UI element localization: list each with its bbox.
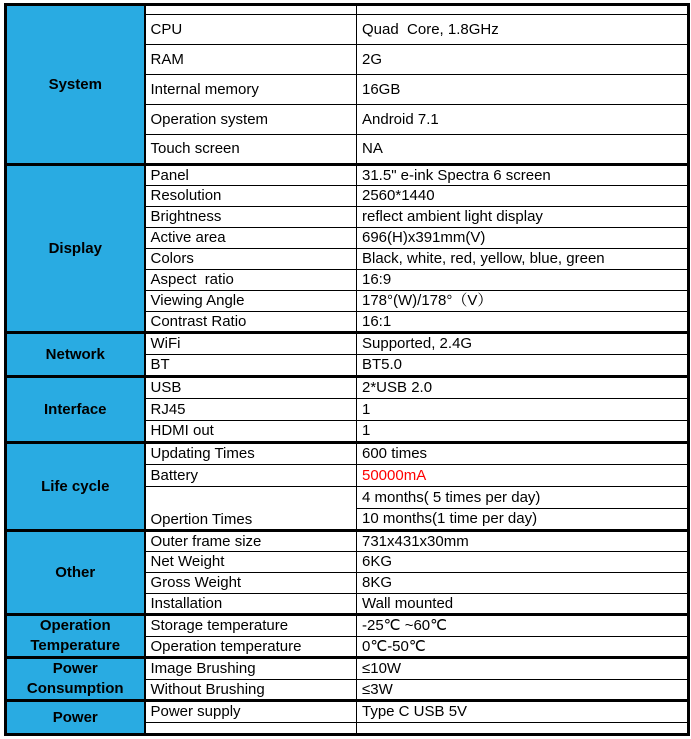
spec-name-battery: Battery — [145, 465, 357, 487]
table-row — [6, 615, 689, 637]
spec-value-usb: 2*USB 2.0 — [357, 377, 689, 399]
spec-value-gross-weight: 8KG — [357, 573, 689, 594]
spec-value-hdmi-out: 1 — [357, 421, 689, 443]
spec-name-without-brushing: Without Brushing — [145, 679, 357, 701]
spec-name-outer-frame-size: Outer frame size — [145, 531, 357, 552]
spec-value-panel: 31.5" e-ink Spectra 6 screen — [357, 165, 689, 186]
filler-name-cell — [145, 5, 357, 15]
spec-value-aspect-ratio: 16:9 — [357, 270, 689, 291]
table-row-filler — [6, 5, 689, 15]
category-cell-other: Other — [6, 531, 145, 615]
spec-name-brightness: Brightness — [145, 207, 357, 228]
category-cell-system: System — [6, 5, 145, 165]
spec-name-touch-screen: Touch screen — [145, 135, 357, 165]
category-cell-operation-temperature: Operation Temperature — [6, 615, 145, 658]
spec-value-active-area: 696(H)x391mm(V) — [357, 228, 689, 249]
spec-value-rj45: 1 — [357, 399, 689, 421]
spec-name-hdmi-out: HDMI out — [145, 421, 357, 443]
spec-value-touch-screen: NA — [357, 135, 689, 165]
spec-name-internal-memory: Internal memory — [145, 75, 357, 105]
table-row — [6, 165, 689, 186]
category-cell-interface: Interface — [6, 377, 145, 443]
category-cell-network: Network — [6, 333, 145, 377]
spec-name-opertion-times: Opertion Times — [145, 487, 357, 531]
spec-name-aspect-ratio: Aspect ratio — [145, 270, 357, 291]
spec-value-brightness: reflect ambient light display — [357, 207, 689, 228]
spec-name-viewing-angle: Viewing Angle — [145, 291, 357, 312]
spec-name-colors: Colors — [145, 249, 357, 270]
spec-name-wifi: WiFi — [145, 333, 357, 355]
spec-value-opertion-times-2: 10 months(1 time per day) — [357, 509, 689, 531]
spec-value-operation-system: Android 7.1 — [357, 105, 689, 135]
table-row — [6, 333, 689, 355]
spec-name-rj45: RJ45 — [145, 399, 357, 421]
spec-value-power-supply: Type C USB 5V — [357, 701, 689, 723]
table-row — [6, 531, 689, 552]
spec-name-installation: Installation — [145, 594, 357, 615]
spec-name-power-supply: Power supply — [145, 701, 357, 723]
spec-name-operation-temperature: Operation temperature — [145, 636, 357, 658]
spec-value-cpu: Quad Core, 1.8GHz — [357, 15, 689, 45]
spec-value-updating-times: 600 times — [357, 443, 689, 465]
spec-value-contrast-ratio: 16:1 — [357, 312, 689, 333]
spec-value-resolution: 2560*1440 — [357, 186, 689, 207]
spec-name-image-brushing: Image Brushing — [145, 658, 357, 680]
partial-value-cell — [357, 723, 689, 735]
spec-value-outer-frame-size: 731x431x30mm — [357, 531, 689, 552]
spec-value-image-brushing: ≤10W — [357, 658, 689, 680]
category-cell-power-consumption: Power Consumption — [6, 658, 145, 701]
spec-name-updating-times: Updating Times — [145, 443, 357, 465]
spec-name-resolution: Resolution — [145, 186, 357, 207]
spec-name-active-area: Active area — [145, 228, 357, 249]
spec-value-opertion-times-1: 4 months( 5 times per day) — [357, 487, 689, 509]
filler-value-cell — [357, 5, 689, 15]
spec-table — [4, 3, 690, 736]
spec-name-panel: Panel — [145, 165, 357, 186]
spec-name-ram: RAM — [145, 45, 357, 75]
table-row — [6, 701, 689, 723]
spec-value-viewing-angle: 178°(W)/178°（V） — [357, 291, 689, 312]
spec-value-colors: Black, white, red, yellow, blue, green — [357, 249, 689, 270]
spec-value-wifi: Supported, 2.4G — [357, 333, 689, 355]
spec-value-bt: BT5.0 — [357, 355, 689, 377]
spec-name-operation-system: Operation system — [145, 105, 357, 135]
table-row — [6, 377, 689, 399]
table-row — [6, 658, 689, 680]
spec-value-installation: Wall mounted — [357, 594, 689, 615]
spec-name-cpu: CPU — [145, 15, 357, 45]
spec-value-net-weight: 6KG — [357, 552, 689, 573]
spec-value-without-brushing: ≤3W — [357, 679, 689, 701]
spec-value-storage-temperature: -25℃ ~60℃ — [357, 615, 689, 637]
category-cell-life-cycle: Life cycle — [6, 443, 145, 531]
spec-value-ram: 2G — [357, 45, 689, 75]
spec-value-operation-temperature: 0℃-50℃ — [357, 636, 689, 658]
category-cell-power: Power — [6, 701, 145, 735]
spec-name-contrast-ratio: Contrast Ratio — [145, 312, 357, 333]
partial-name-cell — [145, 723, 357, 735]
table-row — [6, 443, 689, 465]
spec-name-net-weight: Net Weight — [145, 552, 357, 573]
spec-name-gross-weight: Gross Weight — [145, 573, 357, 594]
spec-name-usb: USB — [145, 377, 357, 399]
spec-name-storage-temperature: Storage temperature — [145, 615, 357, 637]
spec-name-bt: BT — [145, 355, 357, 377]
category-cell-display: Display — [6, 165, 145, 333]
spec-value-internal-memory: 16GB — [357, 75, 689, 105]
spec-value-battery: 50000mA — [357, 465, 689, 487]
